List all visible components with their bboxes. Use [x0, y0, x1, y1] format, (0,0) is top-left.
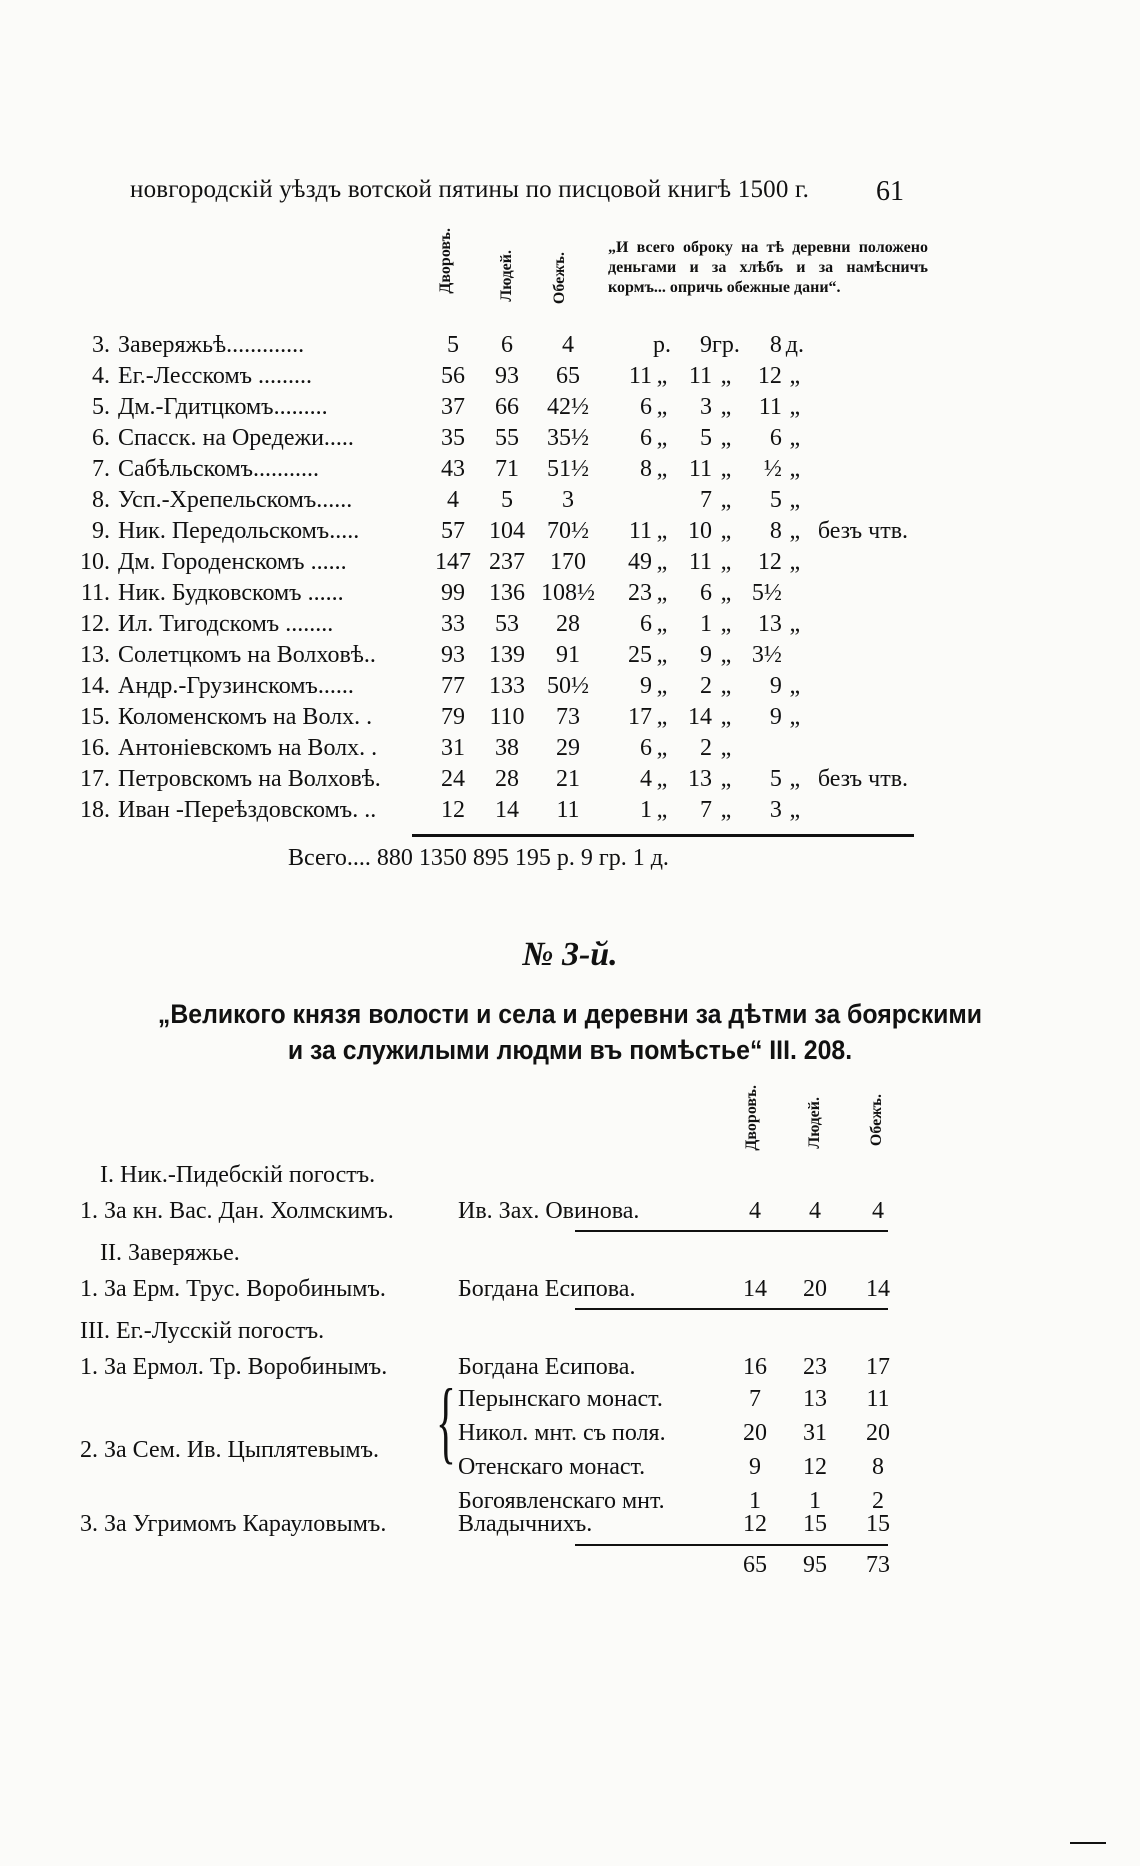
- value-lyudey: 5: [501, 487, 513, 513]
- value-lyudey: 31: [803, 1420, 827, 1446]
- unit-dengi: [782, 640, 808, 671]
- place-name: Ник. Будковскомъ ......: [118, 580, 344, 606]
- estate-from: Богоявленскаго мнт.: [458, 1488, 665, 1514]
- value-lyudey: 6: [501, 332, 513, 358]
- value-griven: 2: [700, 735, 712, 761]
- value-dvorov: 35: [441, 425, 465, 451]
- value-obezh: 91: [556, 642, 580, 668]
- row-note: [808, 640, 928, 671]
- value-obezh: 73: [556, 704, 580, 730]
- unit-rubles: „: [656, 704, 668, 730]
- value-obezh: 2: [872, 1488, 884, 1514]
- value-obezh: 4: [562, 332, 574, 358]
- row-note: безъ чтв.: [817, 518, 909, 544]
- value-griven: 14: [688, 704, 712, 730]
- row-number: 17.: [80, 766, 110, 792]
- value-dvorov: 20: [743, 1420, 767, 1446]
- unit-griven: „: [720, 394, 732, 420]
- unit-rubles: „: [656, 673, 668, 699]
- row-note: [808, 733, 928, 764]
- value-dvorov: 99: [441, 580, 465, 606]
- value-rubles: 6: [640, 611, 652, 637]
- value-lyudey: 1: [809, 1488, 821, 1514]
- row-number: 8.: [92, 487, 110, 513]
- value-griven: 6: [700, 580, 712, 606]
- value-rubles: 6: [640, 735, 652, 761]
- row-number: 12.: [80, 611, 110, 637]
- unit-rubles: р.: [653, 332, 671, 358]
- value-griven: 10: [688, 518, 712, 544]
- estate-name: 1. За Ерм. Трус. Воробинымъ.: [80, 1276, 386, 1302]
- section-title-line2: и за служилыми людми въ помѣстье“ III. 208.: [287, 1035, 853, 1065]
- row-number: 6.: [92, 425, 110, 451]
- value-lyudey: 237: [489, 549, 525, 575]
- unit-rubles: „: [656, 797, 668, 823]
- estate-from: Богдана Есипова.: [458, 1276, 636, 1302]
- row-note: [808, 485, 928, 516]
- table-row: [66, 640, 928, 671]
- total-obezh: 73: [866, 1552, 890, 1578]
- value-griven: 11: [688, 549, 712, 575]
- table-row: [66, 702, 928, 733]
- place-name: Спасск. на Оредежи.....: [118, 425, 354, 451]
- value-dvorov: 79: [441, 704, 465, 730]
- value-lyudey: 38: [495, 735, 519, 761]
- unit-griven: „: [720, 611, 732, 637]
- row-note: [808, 578, 928, 609]
- row-note: [808, 702, 928, 733]
- footer-dash: [1070, 1842, 1106, 1844]
- t2-rule-2: [575, 1308, 888, 1310]
- value-rubles: 9: [640, 673, 652, 699]
- unit-dengi: „: [789, 704, 801, 730]
- value-lyudey: 23: [803, 1354, 827, 1380]
- value-dvorov: 56: [441, 363, 465, 389]
- value-lyudey: 136: [489, 580, 525, 606]
- value-dengi: 13: [757, 611, 782, 637]
- unit-rubles: „: [656, 611, 668, 637]
- unit-dengi: „: [789, 673, 801, 699]
- unit-rubles: „: [656, 580, 668, 606]
- place-name: Антоніевскомъ на Волх. .: [118, 735, 378, 761]
- unit-griven: „: [720, 549, 732, 575]
- value-rubles: 25: [628, 642, 652, 668]
- value-dvorov: 4: [749, 1198, 761, 1224]
- row-note: [808, 454, 928, 485]
- value-lyudey: 4: [809, 1198, 821, 1224]
- place-name: Петровскомъ на Волховѣ.: [118, 766, 381, 792]
- row-number: 10.: [80, 549, 110, 575]
- row-number: 5.: [92, 394, 110, 420]
- value-dvorov: 57: [441, 518, 465, 544]
- value-obezh: 14: [866, 1276, 890, 1302]
- value-rubles: 6: [640, 394, 652, 420]
- t2-total-rule: [575, 1544, 888, 1546]
- table-row: [66, 361, 928, 392]
- row-note: [808, 671, 928, 702]
- unit-dengi: „: [789, 487, 801, 513]
- t2-header-dvorov: Дворовъ.: [743, 1085, 760, 1151]
- unit-dengi: „: [789, 611, 801, 637]
- place-name: Дм. Городенскомъ ......: [118, 549, 347, 575]
- section-title-line1: „Великого князя волости и села и деревни за дѣтми за боярскими: [157, 999, 983, 1029]
- place-name: Усп.-Хрепельскомъ......: [118, 487, 353, 513]
- value-lyudey: 133: [489, 673, 525, 699]
- row-note: [808, 423, 928, 454]
- unit-rubles: „: [656, 425, 668, 451]
- value-lyudey: 93: [495, 363, 519, 389]
- col-header-lyudey: Людей.: [498, 250, 515, 302]
- place-name: Коломенскомъ на Волх. .: [118, 704, 373, 730]
- value-lyudey: 66: [495, 394, 519, 420]
- value-griven: 2: [700, 673, 712, 699]
- unit-dengi: „: [789, 549, 801, 575]
- table-row: [66, 392, 928, 423]
- value-dvorov: 4: [447, 487, 459, 513]
- value-griven: 1: [700, 611, 712, 637]
- value-obezh: 42½: [547, 394, 589, 420]
- value-obezh: 21: [556, 766, 580, 792]
- unit-griven: „: [720, 518, 732, 544]
- estate-name: 1. За кн. Вас. Дан. Холмскимъ.: [80, 1198, 394, 1224]
- value-griven: 7: [700, 797, 712, 823]
- value-obezh: 70½: [547, 518, 589, 544]
- section-title: [110, 996, 1030, 1068]
- unit-dengi: „: [789, 425, 801, 451]
- unit-rubles: „: [656, 518, 668, 544]
- value-lyudey: 139: [489, 642, 525, 668]
- value-lyudey: 12: [803, 1454, 827, 1480]
- estate-name: 1. За Ермол. Тр. Воробинымъ.: [80, 1354, 388, 1380]
- table-row: [66, 671, 928, 702]
- unit-dengi: „: [789, 797, 801, 823]
- row-number: 3.: [92, 332, 110, 358]
- value-rubles: 11: [628, 518, 652, 544]
- value-dvorov: 9: [749, 1454, 761, 1480]
- value-lyudey: 13: [803, 1386, 827, 1412]
- page-number: 61: [876, 176, 904, 207]
- place-name: Ил. Тигодскомъ ........: [118, 611, 334, 637]
- value-rubles: [600, 330, 652, 361]
- value-lyudey: 20: [803, 1276, 827, 1302]
- value-obezh: 35½: [547, 425, 589, 451]
- estate-from: Ив. Зах. Овинова.: [458, 1198, 640, 1224]
- row-note: [808, 609, 928, 640]
- value-griven: 5: [700, 425, 712, 451]
- row-number: 9.: [92, 518, 110, 544]
- estate-from: Перынскаго монаст.: [458, 1386, 663, 1412]
- value-dengi: 9: [769, 704, 782, 730]
- row-number: 4.: [92, 363, 110, 389]
- unit-rubles: „: [656, 642, 668, 668]
- value-lyudey: 110: [489, 704, 525, 730]
- unit-griven: „: [720, 735, 732, 761]
- table-row: [66, 423, 928, 454]
- row-number: 13.: [80, 642, 110, 668]
- t2-header-lyudey: Людей.: [806, 1097, 823, 1149]
- row-note: [808, 392, 928, 423]
- value-dengi: 5½: [751, 580, 782, 606]
- value-lyudey: 71: [495, 456, 519, 482]
- value-griven: 11: [688, 363, 712, 389]
- estate-name: 2. За Сем. Ив. Цыплятевымъ.: [80, 1437, 379, 1463]
- row-number: 11.: [80, 580, 110, 606]
- unit-griven: „: [720, 487, 732, 513]
- unit-dengi: [782, 733, 808, 764]
- value-dvorov: 7: [749, 1386, 761, 1412]
- value-dengi: 3: [769, 797, 782, 823]
- unit-griven: „: [720, 673, 732, 699]
- table-row: [66, 578, 928, 609]
- table1-total-rule: [412, 834, 914, 837]
- running-title: новгородскій уѣздъ вотской пятины по писцовой книгѣ 1500 г.: [130, 176, 810, 203]
- value-dvorov: 31: [441, 735, 465, 761]
- table-row: [66, 330, 928, 361]
- obrok-header: „И всего оброку на тѣ деревни положено деньгами и за хлѣбъ и за намѣсничъ кормъ... опричь обежные дани“.: [608, 239, 928, 296]
- value-dengi: [740, 733, 782, 764]
- estate-from: Богдана Есипова.: [458, 1354, 636, 1380]
- value-obezh: 20: [866, 1420, 890, 1446]
- unit-griven: „: [720, 456, 732, 482]
- table-row: [66, 795, 928, 826]
- value-griven: 9: [700, 642, 712, 668]
- value-griven: 7: [700, 487, 712, 513]
- value-lyudey: 55: [495, 425, 519, 451]
- unit-dengi: „: [789, 518, 801, 544]
- value-dvorov: 93: [441, 642, 465, 668]
- place-name: Андр.-Грузинскомъ......: [118, 673, 354, 699]
- value-dvorov: 14: [743, 1276, 767, 1302]
- value-obezh: 3: [562, 487, 574, 513]
- value-dengi: 3½: [751, 642, 782, 668]
- place-name: Ег.-Лесскомъ .........: [118, 363, 313, 389]
- value-dvorov: 1: [749, 1488, 761, 1514]
- value-lyudey: 14: [495, 797, 519, 823]
- row-number: 15.: [80, 704, 110, 730]
- value-obezh: 28: [556, 611, 580, 637]
- value-obezh: 29: [556, 735, 580, 761]
- t2-rule-1: [575, 1230, 888, 1232]
- value-griven: 11: [688, 456, 712, 482]
- value-dvorov: 33: [441, 611, 465, 637]
- value-dvorov: 24: [441, 766, 465, 792]
- unit-griven: „: [720, 425, 732, 451]
- value-rubles: 8: [640, 456, 652, 482]
- row-note: [808, 361, 928, 392]
- value-dvorov: 43: [441, 456, 465, 482]
- value-rubles: 4: [640, 766, 652, 792]
- unit-dengi: „: [789, 394, 801, 420]
- unit-griven: „: [720, 363, 732, 389]
- value-dengi: 5: [769, 766, 782, 792]
- value-dvorov: 12: [441, 797, 465, 823]
- value-dengi: ½: [763, 456, 782, 482]
- total-dvorov: 65: [743, 1552, 767, 1578]
- table-row: [66, 764, 928, 795]
- row-note: безъ чтв.: [817, 766, 909, 792]
- value-rubles: 49: [628, 549, 652, 575]
- value-dvorov: 5: [447, 332, 459, 358]
- unit-rubles: [652, 485, 672, 516]
- obrok-table: [66, 330, 928, 826]
- estate-from: Никол. мнт. съ поля.: [458, 1420, 666, 1446]
- group-heading: III. Ег.-Лусскій погостъ.: [80, 1318, 325, 1344]
- row-number: 14.: [80, 673, 110, 699]
- value-dvorov: 77: [441, 673, 465, 699]
- value-rubles: 1: [640, 797, 652, 823]
- value-dvorov: 37: [441, 394, 465, 420]
- value-lyudey: 15: [803, 1511, 827, 1537]
- value-obezh: 51½: [547, 456, 589, 482]
- value-dvorov: 147: [435, 549, 471, 575]
- value-obezh: 11: [866, 1386, 890, 1412]
- value-dengi: 12: [757, 549, 782, 575]
- unit-griven: гр.: [712, 332, 740, 358]
- estate-from: Отенскаго монаст.: [458, 1454, 646, 1480]
- group-heading: II. Заверяжье.: [100, 1240, 240, 1266]
- unit-rubles: „: [656, 363, 668, 389]
- value-dengi: 12: [757, 363, 782, 389]
- col-header-dvorov: Дворовъ.: [437, 228, 454, 294]
- value-dengi: 5: [769, 487, 782, 513]
- place-name: Дм.-Гдитцкомъ.........: [118, 394, 328, 420]
- unit-griven: „: [720, 704, 732, 730]
- t2-header-obezh: Обежъ.: [868, 1094, 885, 1147]
- table-row: [66, 609, 928, 640]
- value-griven: 13: [688, 766, 712, 792]
- unit-dengi: [782, 578, 808, 609]
- value-lyudey: 104: [489, 518, 525, 544]
- unit-rubles: „: [656, 549, 668, 575]
- value-dengi: 9: [769, 673, 782, 699]
- value-dengi: 6: [769, 425, 782, 451]
- col-header-obezh: Обежъ.: [551, 252, 568, 305]
- unit-griven: „: [720, 766, 732, 792]
- value-obezh: 11: [556, 797, 580, 823]
- value-dengi: 8: [769, 518, 782, 544]
- row-note: [808, 330, 928, 361]
- row-note: [808, 547, 928, 578]
- unit-griven: „: [720, 642, 732, 668]
- table-row: [66, 547, 928, 578]
- value-rubles: [600, 485, 652, 516]
- table-row: [66, 733, 928, 764]
- unit-dengi: „: [789, 766, 801, 792]
- unit-rubles: „: [656, 394, 668, 420]
- value-obezh: 108½: [541, 580, 595, 606]
- value-lyudey: 28: [495, 766, 519, 792]
- total-lyudey: 95: [803, 1552, 827, 1578]
- value-rubles: 17: [628, 704, 652, 730]
- value-rubles: 6: [640, 425, 652, 451]
- row-note: [808, 795, 928, 826]
- place-name: Солетцкомъ на Волховѣ..: [118, 642, 376, 668]
- row-number: 16.: [80, 735, 110, 761]
- unit-dengi: „: [789, 363, 801, 389]
- row-number: 7.: [92, 456, 110, 482]
- section-number: № 3-й.: [522, 936, 618, 973]
- value-obezh: 15: [866, 1511, 890, 1537]
- place-name: Заверяжьѣ.............: [118, 332, 305, 358]
- value-obezh: 65: [556, 363, 580, 389]
- place-name: Иван -Переѣздовскомъ. ..: [118, 797, 377, 823]
- place-name: Ник. Передольскомъ.....: [118, 518, 360, 544]
- table-row: [66, 516, 928, 547]
- unit-dengi: „: [789, 456, 801, 482]
- unit-dengi: д.: [785, 332, 804, 358]
- value-obezh: 4: [872, 1198, 884, 1224]
- unit-griven: „: [720, 797, 732, 823]
- unit-griven: „: [720, 580, 732, 606]
- table1-total: Всего.... 880 1350 895 195 р. 9 гр. 1 д.: [288, 845, 669, 871]
- unit-rubles: „: [656, 456, 668, 482]
- value-obezh: 50½: [547, 673, 589, 699]
- value-griven: 9: [700, 332, 712, 358]
- estate-name: 3. За Угримомъ Карауловымъ.: [80, 1511, 387, 1537]
- value-griven: 3: [700, 394, 712, 420]
- estate-from: Владычнихъ.: [458, 1511, 593, 1537]
- brace: {: [436, 1370, 456, 1472]
- value-obezh: 17: [866, 1354, 890, 1380]
- value-dvorov: 12: [743, 1511, 767, 1537]
- value-dengi: 8: [769, 332, 782, 358]
- value-lyudey: 53: [495, 611, 519, 637]
- table-row: [66, 454, 928, 485]
- value-obezh: 8: [872, 1454, 884, 1480]
- value-dvorov: 16: [743, 1354, 767, 1380]
- place-name: Сабѣльскомъ...........: [118, 456, 320, 482]
- table-row: [66, 485, 928, 516]
- value-dengi: 11: [758, 394, 782, 420]
- value-obezh: 170: [550, 549, 586, 575]
- group-heading: I. Ник.-Пидебскій погостъ.: [100, 1162, 376, 1188]
- value-rubles: 23: [628, 580, 652, 606]
- row-number: 18.: [80, 797, 110, 823]
- unit-rubles: „: [656, 766, 668, 792]
- value-rubles: 11: [628, 363, 652, 389]
- unit-rubles: „: [656, 735, 668, 761]
